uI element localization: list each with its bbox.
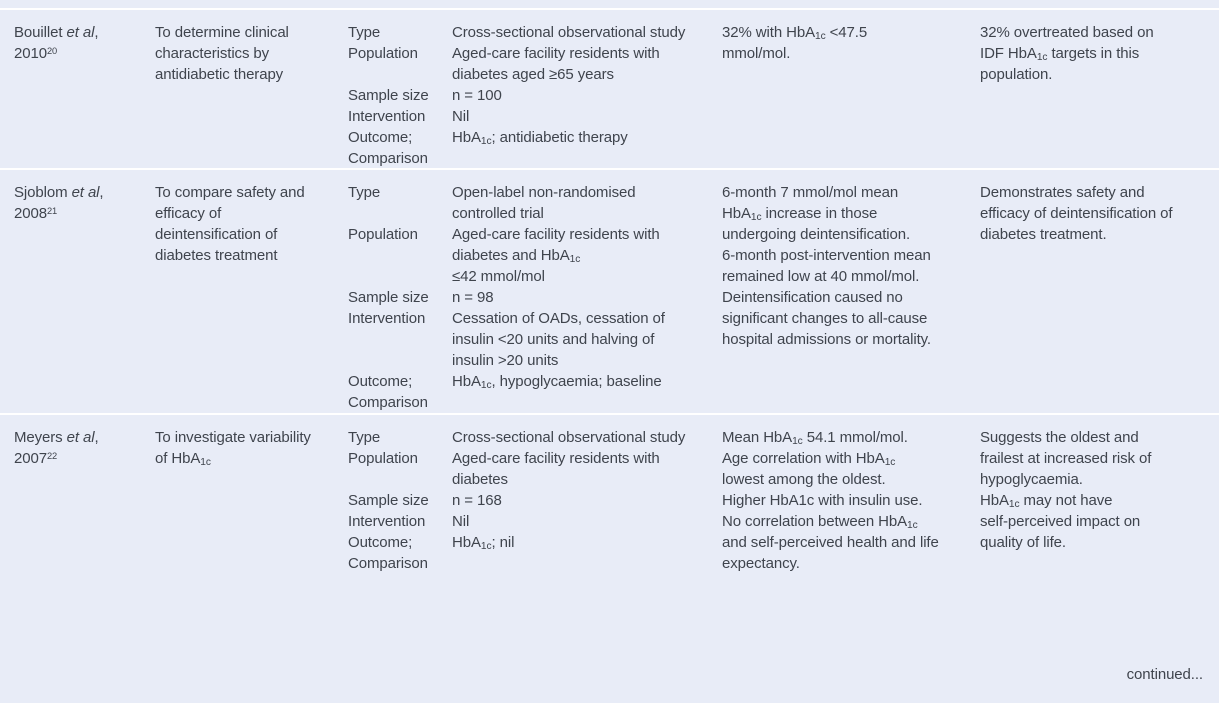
study-row-bouillet-2010 — [0, 10, 1219, 168]
detail-label: Outcome; Comparison — [348, 373, 428, 411]
study-details — [348, 427, 722, 703]
study-aim: To compare safety and efficacy of deintensification of diabetes treatment — [155, 184, 305, 264]
study-details — [348, 22, 722, 169]
study-results: 32% with HbA$_{1c}$ <47.5 mmol/mol. — [722, 24, 868, 62]
detail-value: Open-label non-randomised controlled trial — [452, 184, 636, 222]
detail-label: Population — [348, 450, 418, 467]
detail-label: Sample size — [348, 87, 429, 104]
study-row-meyers-2007 — [0, 415, 1219, 703]
previous-row-remnant — [0, 0, 1219, 8]
study-conclusion: 32% overtreated based on IDF HbA$_{1c}$ targets in this population. — [980, 24, 1154, 83]
detail-label: Type — [348, 24, 381, 41]
detail-value: Aged-care facility residents with diabetes aged ≥65 years — [452, 45, 660, 83]
detail-value: Aged-care facility residents with diabetes and HbA$_{1c}$ ≤42 mmol/mol — [452, 226, 660, 285]
detail-label: Intervention — [348, 310, 426, 327]
detail-value: HbA$_{1c}$; nil — [452, 534, 515, 552]
detail-label: Type — [348, 429, 381, 446]
detail-label: Outcome; Comparison — [348, 129, 428, 167]
study-details — [348, 182, 722, 413]
study-aim: To determine clinical characteristics by antidiabetic therapy — [155, 24, 289, 83]
study-row-sjoblom-2008 — [0, 170, 1219, 413]
detail-value: Cross-sectional observational study — [452, 24, 686, 41]
study-aim: To investigate variability of HbA$_{1c}$ — [155, 429, 311, 468]
continued-label: continued... — [1126, 666, 1203, 683]
detail-value: Cross-sectional observational study — [452, 429, 686, 446]
detail-value: n = 100 — [452, 87, 502, 104]
detail-value: n = 98 — [452, 289, 494, 306]
detail-value: Nil — [452, 513, 470, 530]
study-results: Mean HbA$_{1c}$ 54.1 mmol/mol. Age correlation with HbA$_{1c}$ lowest among the oldest. Higher HbA1c with insulin use. No correlation between HbA$_{1c}$ and self-perceived health and life expectancy. — [722, 429, 939, 572]
detail-label: Population — [348, 226, 418, 243]
detail-value: Cessation of OADs, cessation of insulin <20 units and halving of insulin >20 units — [452, 310, 665, 369]
detail-value: HbA$_{1c}$; antidiabetic therapy — [452, 129, 628, 147]
detail-label: Outcome; Comparison — [348, 534, 428, 572]
detail-label: Type — [348, 184, 381, 201]
detail-value: Nil — [452, 108, 470, 125]
detail-label: Sample size — [348, 492, 429, 509]
detail-label: Sample size — [348, 289, 429, 306]
study-citation: Sjoblom et al, 2008$^{21}$ — [14, 184, 104, 222]
study-conclusion: Suggests the oldest and frailest at increased risk of hypoglycaemia. HbA$_{1c}$ may not have self-perceived impact on quality of life. — [980, 429, 1152, 551]
study-citation: Bouillet et al, 2010$^{20}$ — [14, 24, 99, 62]
detail-value: HbA$_{1c}$, hypoglycaemia; baseline — [452, 373, 662, 391]
study-conclusion: Demonstrates safety and efficacy of deintensification of diabetes treatment. — [980, 184, 1173, 243]
study-results: 6-month 7 mmol/mol mean HbA$_{1c}$ increase in those undergoing deintensification. 6-month post-intervention mean remained low at 40 mmol/mol. Deintensification caused no significant changes to all-cause hospital admissions or mortality. — [722, 184, 932, 348]
detail-label: Intervention — [348, 108, 426, 125]
detail-label: Population — [348, 45, 418, 62]
detail-value: n = 168 — [452, 492, 502, 509]
detail-label: Intervention — [348, 513, 426, 530]
detail-value: Aged-care facility residents with diabetes — [452, 450, 660, 488]
study-citation: Meyers et al, 2007$^{22}$ — [14, 429, 99, 467]
